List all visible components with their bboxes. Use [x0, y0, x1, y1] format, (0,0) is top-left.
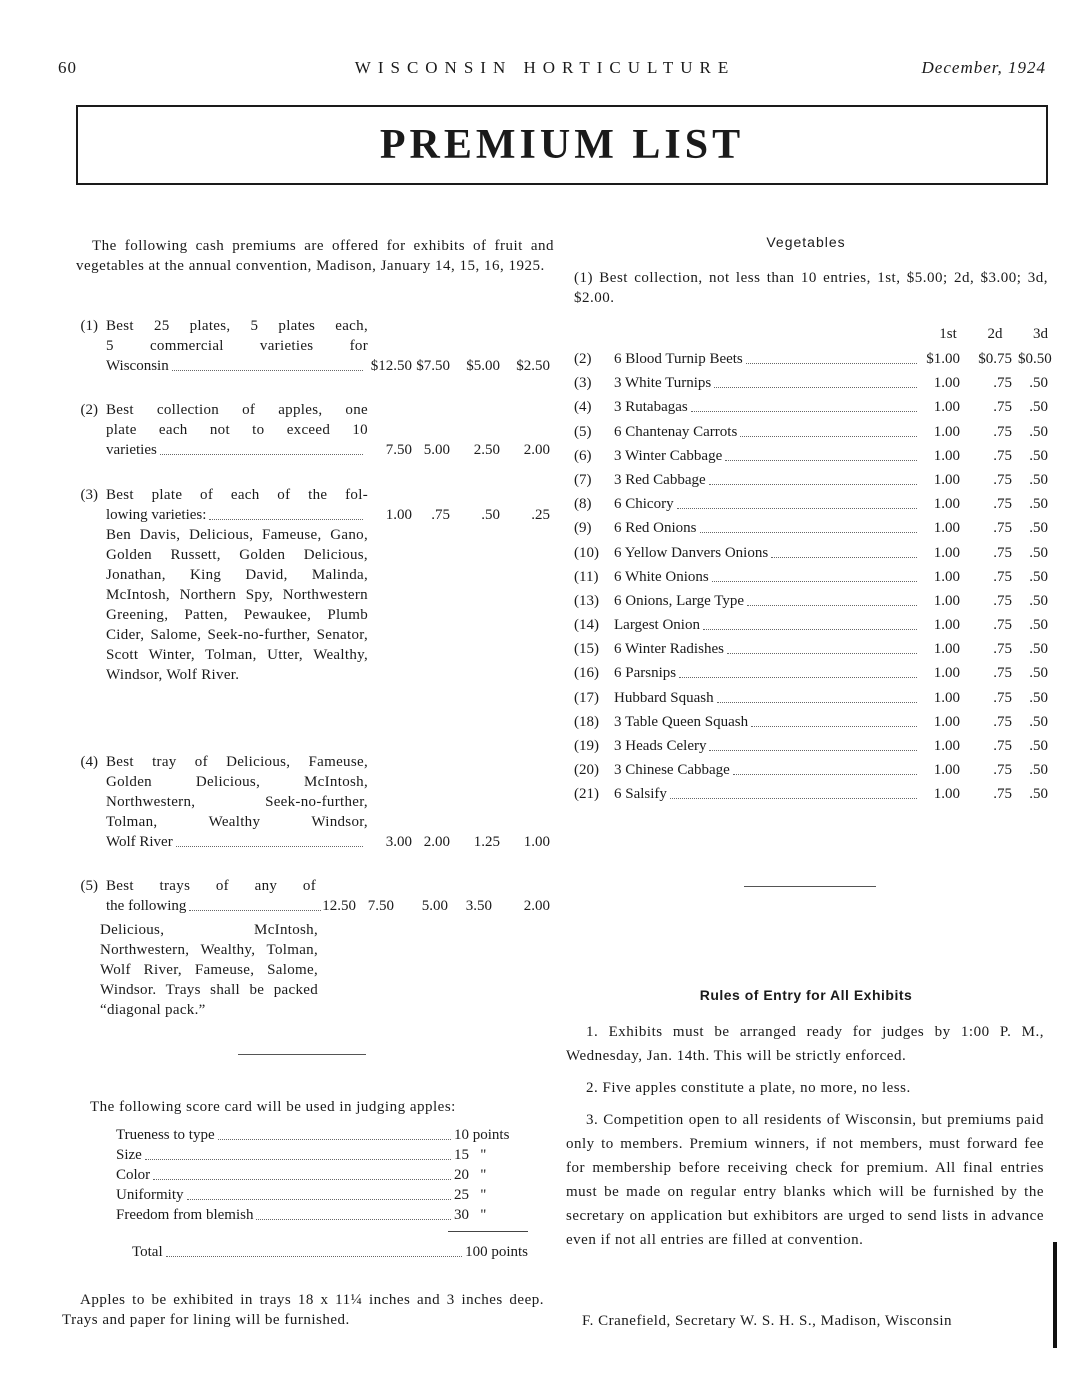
- prize-amount: .75: [993, 762, 1012, 779]
- item-description-line: Best plate of each of the fol-: [106, 487, 368, 503]
- prize-amount: 1.25: [473, 834, 500, 850]
- prize-amount: .75: [993, 496, 1012, 513]
- item-description-line: Tolman, Wealthy Windsor,: [106, 814, 368, 830]
- score-card-row: [116, 1145, 528, 1165]
- prize-amount: 1.00: [933, 568, 960, 585]
- leader-dots: [727, 639, 917, 654]
- vegetable-label: 6 Winter Radishes: [614, 641, 724, 658]
- item-label: varieties: [106, 442, 157, 458]
- item-number: (5): [574, 423, 592, 440]
- prize-amount: .75: [993, 471, 1012, 488]
- vegetable-name: [614, 373, 920, 393]
- prize-amount: .50: [1029, 786, 1048, 803]
- prize-amount: .75: [993, 689, 1012, 706]
- item-label: the following: [106, 898, 187, 914]
- score-total-label: Total: [132, 1244, 163, 1260]
- prize-amount: 1.00: [933, 447, 960, 464]
- item-number: (6): [574, 447, 592, 464]
- leader-dots: [153, 1165, 451, 1180]
- vegetable-column-headers: [574, 324, 1048, 344]
- prize-amount: 1.00: [933, 689, 960, 706]
- prize-amount: .75: [993, 738, 1012, 754]
- score-card-row: [116, 1125, 528, 1145]
- column-3d: 3d: [1033, 326, 1048, 342]
- leader-dots: [218, 1125, 451, 1140]
- item-description-last: [106, 832, 366, 852]
- rules-signature: F. Cranefield, Secretary W. S. H. S., Madison, Wisconsin: [582, 1313, 953, 1329]
- vegetable-label: 6 Chantenay Carrots: [614, 423, 738, 440]
- vegetable-name: [614, 688, 920, 708]
- vegetable-row: [574, 784, 1048, 808]
- variety-list: Delicious, McIntosh, Northwestern, Wealthy, Tolman, Wolf River, Fameuse, Salome, Windsor. Trays shall be packed “diagonal pack.”: [100, 922, 318, 1018]
- prize-amount: .50: [1029, 375, 1048, 392]
- prize-amount: .75: [993, 641, 1012, 658]
- leader-dots: [172, 356, 363, 371]
- vegetable-label: 3 Heads Celery: [614, 738, 707, 754]
- vegetable-row: [574, 397, 1048, 421]
- rules-list: [566, 1020, 1044, 1260]
- prize-amount: 2.00: [523, 898, 550, 914]
- prize-amount: .75: [993, 375, 1012, 392]
- item-number: (2): [574, 351, 592, 367]
- prize-amount: 1.00: [933, 496, 960, 513]
- prize-amount: 1.00: [933, 471, 960, 488]
- item-description-line: plate each not to exceed 10: [106, 422, 368, 438]
- score-total-row: [116, 1242, 528, 1262]
- item-description-line: Best collection of apples, one: [106, 402, 368, 418]
- leader-dots: [670, 784, 917, 799]
- item-number: (2): [80, 402, 98, 418]
- prize-amount: $2.50: [516, 358, 550, 374]
- prize-amount: .50: [1029, 399, 1048, 416]
- prize-amount: .50: [1029, 471, 1048, 488]
- page-title: PREMIUM LIST: [379, 122, 745, 168]
- score-card-row: [116, 1165, 528, 1185]
- leader-dots: [746, 349, 917, 364]
- prize-amount: 7.50: [367, 898, 394, 914]
- leader-dots: [160, 440, 363, 455]
- vegetable-row: [574, 422, 1048, 446]
- vegetable-row: [574, 591, 1048, 615]
- vegetable-name: [614, 663, 920, 683]
- score-criterion: Uniformity: [116, 1187, 184, 1203]
- rule-item: 1. Exhibits must be arranged ready for judges by 1:00 P. M., Wednesday, Jan. 14th. This will be strictly enforced.: [566, 1024, 1044, 1064]
- prize-amount: .50: [1029, 762, 1048, 779]
- page-number: 60: [58, 58, 77, 77]
- score-points: 10 points: [454, 1127, 510, 1143]
- item-number: (11): [574, 568, 599, 585]
- vegetable-name: [614, 397, 920, 417]
- issue-date: December, 1924: [921, 58, 1046, 77]
- prize-amount: .75: [993, 447, 1012, 464]
- item-number: (10): [574, 544, 599, 561]
- item-label: lowing varieties:: [106, 507, 207, 523]
- vegetable-label: 6 White Onions: [614, 568, 709, 585]
- leader-dots: [677, 494, 917, 509]
- prize-amount: 1.00: [933, 713, 960, 730]
- vegetable-label: Hubbard Squash: [614, 689, 714, 706]
- leader-dots: [703, 615, 917, 630]
- item-number: (3): [80, 487, 98, 503]
- vegetable-name: [614, 518, 920, 538]
- prize-amount: .75: [993, 568, 1012, 585]
- right-divider: [744, 886, 876, 887]
- vegetable-row: [574, 446, 1048, 470]
- leader-dots: [700, 518, 918, 533]
- vegetable-name: [614, 712, 920, 732]
- prize-amount: 1.00: [933, 786, 960, 803]
- prize-amount: .50: [1029, 665, 1048, 682]
- prize-amount: 5.00: [421, 898, 448, 914]
- score-card-row: [116, 1185, 528, 1205]
- prize-amount: 1.00: [933, 520, 960, 537]
- item-description-last: [106, 896, 324, 916]
- item-number: (20): [574, 762, 599, 779]
- prize-amount: .50: [1029, 617, 1048, 634]
- column-2d: 2d: [987, 326, 1003, 342]
- margin-rule: [1053, 1242, 1057, 1348]
- prize-amount: 1.00: [523, 834, 550, 850]
- journal-title: WISCONSIN HORTICULTURE: [354, 58, 736, 77]
- item-description-line: Northwestern, Seek-no-further,: [106, 794, 368, 810]
- vegetables-heading: Vegetables: [766, 234, 846, 250]
- vegetable-name: [614, 470, 920, 490]
- prize-amount: .50: [1029, 496, 1048, 513]
- vegetable-row: [574, 615, 1048, 639]
- prize-amount: .50: [1029, 568, 1048, 585]
- vegetable-row: [574, 736, 1048, 760]
- prize-amount: .75: [993, 544, 1012, 561]
- prize-amount: 1.00: [933, 399, 960, 416]
- vegetable-name: [614, 784, 920, 804]
- item-number: (5): [80, 878, 98, 894]
- prize-amount: .50: [1029, 544, 1048, 561]
- item-number: (9): [574, 520, 592, 537]
- vegetable-label: 6 Chicory: [614, 496, 674, 513]
- leader-dots: [176, 832, 363, 847]
- vegetable-label: 3 Table Queen Squash: [614, 713, 749, 730]
- leader-dots: [740, 422, 917, 437]
- prize-amount: 7.50: [385, 442, 412, 458]
- score-points: 25 ": [454, 1187, 487, 1203]
- prize-amount: $7.50: [416, 358, 450, 374]
- prize-amount: .75: [993, 520, 1012, 537]
- leader-dots: [209, 505, 363, 520]
- item-number: (4): [574, 399, 592, 416]
- vegetable-name: [614, 736, 920, 756]
- vegetable-row: [574, 494, 1048, 518]
- prize-amount: 1.00: [933, 592, 960, 609]
- leader-dots: [717, 688, 917, 703]
- score-criterion: Freedom from blemish: [116, 1207, 254, 1223]
- vegetable-name: [614, 543, 920, 563]
- item-number: (19): [574, 738, 599, 754]
- vegetable-row: [574, 518, 1048, 542]
- vegetable-name: [614, 591, 920, 611]
- vegetable-row: [574, 543, 1048, 567]
- prize-amount: 1.00: [933, 544, 960, 561]
- leader-dots: [166, 1242, 462, 1257]
- vegetable-name: [614, 422, 920, 442]
- vegetable-name: [614, 760, 920, 780]
- prize-amount: 3.00: [385, 834, 412, 850]
- prize-amount: 5.00: [423, 442, 450, 458]
- vegetable-name: [614, 349, 920, 369]
- item-description-last: [106, 505, 366, 525]
- prize-amount: .75: [993, 617, 1012, 634]
- prize-amount: .50: [1029, 592, 1048, 609]
- leader-dots: [145, 1145, 451, 1160]
- item-number: (17): [574, 689, 599, 706]
- vegetable-label: 6 Parsnips: [614, 665, 677, 682]
- prize-amount: .25: [531, 507, 550, 523]
- leader-dots: [256, 1205, 451, 1220]
- prize-amount: 12.50: [322, 898, 356, 914]
- leader-dots: [747, 591, 917, 606]
- item-label: Wisconsin: [106, 358, 169, 374]
- prize-amount: 1.00: [933, 665, 960, 682]
- prize-amount: $12.50: [370, 358, 412, 374]
- prize-amount: .75: [993, 713, 1012, 730]
- item-description-line: Best trays of any of: [106, 878, 316, 894]
- item-description-line: 5 commercial varieties for: [106, 338, 368, 354]
- prize-amount: .75: [993, 786, 1012, 803]
- item-description-last: [106, 356, 366, 376]
- vegetable-label: 6 Blood Turnip Beets: [614, 351, 743, 367]
- score-total-value: 100 points: [465, 1244, 528, 1260]
- prize-amount: 1.00: [933, 762, 960, 779]
- prize-amount: $0.50: [1018, 351, 1052, 367]
- vegetable-label: 3 Winter Cabbage: [614, 447, 723, 464]
- vegetable-label: 3 Red Cabbage: [614, 471, 706, 488]
- vegetable-name: [614, 615, 920, 635]
- item-number: (13): [574, 592, 599, 609]
- score-card-intro: The following score card will be used in judging apples:: [90, 1099, 456, 1115]
- item-number: (3): [574, 375, 592, 392]
- score-points: 20 ": [454, 1167, 487, 1183]
- vegetable-row: [574, 663, 1048, 687]
- score-points: 30 ": [454, 1207, 487, 1223]
- score-card: [116, 1125, 528, 1262]
- vegetable-label: 3 White Turnips: [614, 375, 712, 392]
- rule-item: 3. Competition open to all residents of Wisconsin, but premiums paid only to members. Premium winners, if not members, must forward fee for membership before receiving check for premium. All final entries must be made on regular entry blanks which will be furnished by the secretary on application but exhibitors are urged to send lists in advance even if not all entries are filled at convention.: [566, 1112, 1044, 1248]
- vegetable-name: [614, 639, 920, 659]
- vegetable-label: 6 Yellow Danvers Onions: [614, 544, 769, 561]
- vegetable-label: Largest Onion: [614, 617, 700, 634]
- leader-dots: [771, 543, 917, 558]
- prize-amount: .50: [481, 507, 500, 523]
- rules-heading: Rules of Entry for All Exhibits: [699, 987, 913, 1003]
- prize-amount: .50: [1029, 447, 1048, 464]
- vegetable-row: [574, 639, 1048, 663]
- vegetables-intro: (1) Best collection, not less than 10 entries, 1st, $5.00; 2d, $3.00; 3d, $2.00.: [574, 270, 1048, 306]
- leader-dots: [733, 760, 917, 775]
- prize-amount: $5.00: [466, 358, 500, 374]
- prize-amount: 1.00: [385, 507, 412, 523]
- score-criterion: Trueness to type: [116, 1127, 215, 1143]
- vegetable-row: [574, 567, 1048, 591]
- leader-dots: [725, 446, 917, 461]
- prize-amount: .50: [1029, 520, 1048, 537]
- variety-list: Ben Davis, Delicious, Fameuse, Gano, Golden Russett, Golden Delicious, Jonathan, King David, Malinda, McIntosh, Northern Spy, Northwestern Greening, Patten, Pewaukee, Plumb Cider, Salome, Seek-no-further, Senator, Scott Winter, Tolman, Utter, Wealthy, Windsor, Wolf River.: [106, 527, 368, 683]
- leader-dots: [714, 373, 917, 388]
- prize-amount: .75: [431, 507, 450, 523]
- prize-amount: .50: [1029, 689, 1048, 706]
- item-number: (8): [574, 496, 592, 513]
- item-number: (4): [80, 754, 98, 770]
- item-number: (7): [574, 471, 592, 488]
- title-box: [76, 105, 1048, 185]
- score-criterion: Color: [116, 1167, 151, 1183]
- score-total-rule: [448, 1231, 528, 1232]
- item-description-line: Best tray of Delicious, Fameuse,: [106, 754, 368, 770]
- item-number: (18): [574, 713, 599, 730]
- item-number: (1): [80, 318, 98, 334]
- prize-amount: .50: [1029, 713, 1048, 730]
- prize-amount: 2.50: [473, 442, 500, 458]
- rule-item: 2. Five apples constitute a plate, no more, no less.: [586, 1080, 911, 1096]
- trays-note: Apples to be exhibited in trays 18 x 11¼ inches and 3 inches deep. Trays and paper for lining will be furnished.: [62, 1292, 544, 1328]
- score-points: 15 ": [454, 1147, 487, 1163]
- item-number: (15): [574, 641, 599, 658]
- leader-dots: [691, 397, 917, 412]
- left-divider: [238, 1054, 366, 1055]
- intro-paragraph: The following cash premiums are offered for exhibits of fruit and vegetables at the annual convention, Madison, January 14, 15, 16, 1925.: [76, 238, 554, 274]
- vegetable-label: 6 Onions, Large Type: [614, 592, 745, 609]
- item-description-line: Golden Delicious, McIntosh,: [106, 774, 368, 790]
- vegetable-row: [574, 470, 1048, 494]
- prize-amount: 1.00: [933, 641, 960, 658]
- prize-amount: .75: [993, 592, 1012, 609]
- vegetable-label: 6 Red Onions: [614, 520, 697, 537]
- vegetable-name: [614, 494, 920, 514]
- leader-dots: [187, 1185, 452, 1200]
- vegetable-row: [574, 688, 1048, 712]
- item-number: (14): [574, 617, 599, 634]
- prize-amount: $1.00: [926, 351, 960, 367]
- vegetable-row: [574, 349, 1052, 373]
- vegetable-row: [574, 760, 1048, 784]
- score-card-row: [116, 1205, 528, 1225]
- prize-amount: 1.00: [933, 423, 960, 440]
- column-1st: 1st: [939, 326, 957, 342]
- vegetable-row: [574, 373, 1048, 397]
- item-description-last: [106, 440, 366, 460]
- prize-amount: 1.00: [933, 617, 960, 634]
- prize-amount: .50: [1029, 641, 1048, 658]
- item-number: (16): [574, 665, 599, 682]
- prize-amount: 2.00: [423, 834, 450, 850]
- vegetable-label: 6 Salsify: [614, 786, 667, 803]
- leader-dots: [679, 663, 917, 678]
- prize-amount: 3.50: [465, 898, 492, 914]
- prize-amount: .75: [993, 423, 1012, 440]
- prize-amount: 1.00: [933, 375, 960, 392]
- leader-dots: [712, 567, 917, 582]
- vegetable-row: [574, 712, 1048, 736]
- prize-amount: .50: [1029, 423, 1048, 440]
- vegetable-name: [614, 567, 920, 587]
- prize-amount: 2.00: [523, 442, 550, 458]
- item-description-line: Best 25 plates, 5 plates each,: [106, 318, 368, 334]
- prize-amount: .75: [993, 399, 1012, 416]
- leader-dots: [709, 470, 917, 485]
- vegetable-label: 3 Chinese Cabbage: [614, 762, 730, 779]
- leader-dots: [709, 736, 917, 751]
- leader-dots: [751, 712, 917, 727]
- vegetable-table: [574, 324, 1052, 809]
- item-label: Wolf River: [106, 834, 173, 850]
- leader-dots: [189, 896, 321, 911]
- vegetable-name: [614, 446, 920, 466]
- prize-amount: $0.75: [978, 351, 1012, 367]
- prize-amount: 1.00: [933, 738, 960, 754]
- item-number: (21): [574, 786, 599, 803]
- prize-amount: .50: [1029, 738, 1048, 754]
- score-criterion: Size: [116, 1147, 142, 1163]
- vegetable-label: 3 Rutabagas: [614, 399, 688, 416]
- prize-amount: .75: [993, 665, 1012, 682]
